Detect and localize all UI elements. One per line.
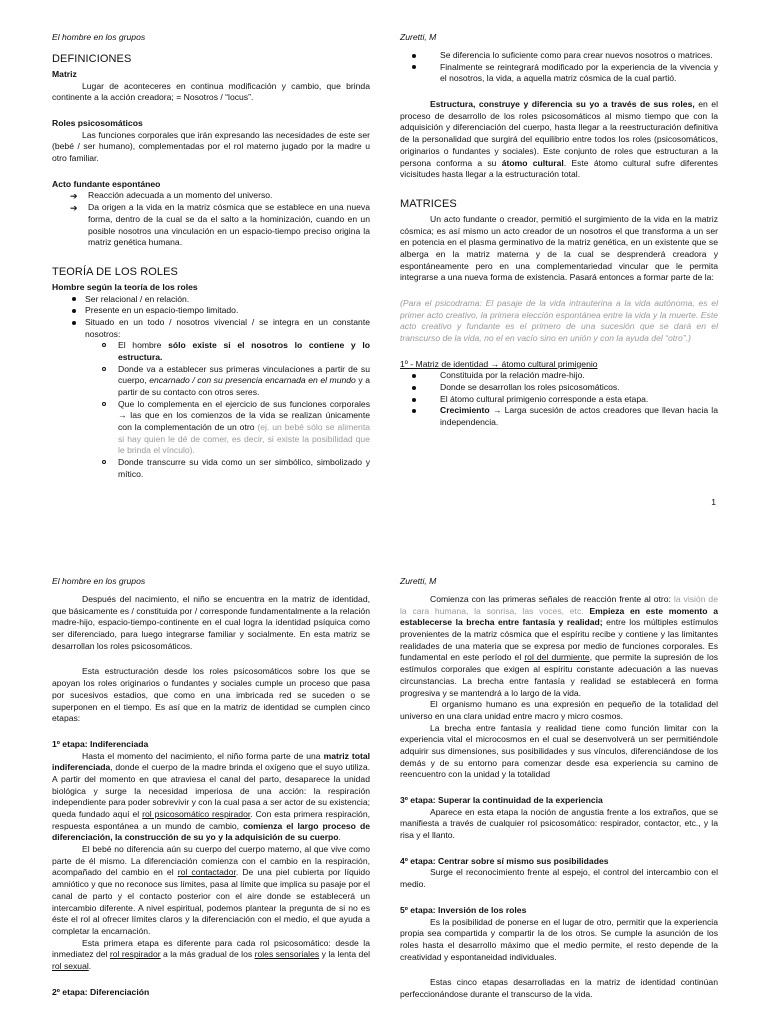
arrow-right-icon: ➔: [70, 203, 78, 214]
definition-roles-psicosomaticos: Las funciones corporales que irán expresando las necesidades de este ser (bebé / ser humano), complementadas por el rol materno jugado por la madre u otro familiar.: [52, 129, 370, 164]
bullet-icon: [412, 370, 416, 382]
paragraph-stage-1-c: Esta primera etapa es diferente para cada rol psicosomático: desde la inmediatez del rol respirador a la más gradual de los roles sensoriales y la lenta del rol sexual.: [52, 937, 371, 971]
running-header-left: El hombre en los grupos: [52, 576, 146, 586]
page1-right-column: [400, 50, 718, 429]
bullet-icon: [72, 317, 76, 329]
page1-left-column: [52, 50, 370, 481]
list-item: Finalmente se reintegrará modificado por la experiencia de la vivencia y el nosotros, la vida, a aquella matriz cósmica de la cual partió.: [400, 62, 718, 85]
term-roles-psicosomaticos: Roles psicosomáticos: [52, 118, 143, 129]
bullet-icon: [412, 50, 416, 62]
bullet-icon: [412, 405, 416, 417]
acto-fundante-list: [52, 190, 370, 248]
bullet-icon: [72, 305, 76, 317]
stage-heading-3: 3º etapa: Superar la continuidad de la experiencia: [400, 795, 603, 805]
circle-bullet-icon: [102, 399, 106, 410]
stage-heading-2: 2º etapa: Diferenciación: [52, 986, 150, 997]
document-page-2: [0, 554, 768, 1024]
page-number: 1: [711, 497, 716, 507]
list-item: ➔ Da origen a la vida en la matriz cósmica que se establece en una nueva forma, dentro de la cual se da el salto a la hominización, cuando en un posible nosotros una vinculación en un espacio-tiempo preciso origina la matriz genética humana.: [70, 202, 370, 248]
page2-left-column: [52, 594, 370, 998]
quote-psicodrama: (Para el psicodrama: El pasaje de la vida intrauterina a la vida autónoma, es el primer acto creativo, la primera elección espontánea entre la vida y la muerte. Este acto creativo y fundante es el primero de una sucesión que se dará en el transcurso de la vida, no el en vacío sino en unión y con la ayuda del “otro”.): [400, 297, 718, 344]
list-item: Se diferencia lo suficiente como para crear nuevos nosotros o matrices.: [400, 50, 718, 62]
list-item: Presente en un espacio-tiempo limitado.: [52, 305, 370, 317]
term-matriz: Matriz: [52, 68, 77, 79]
paragraph-matrices: Un acto fundante o creador, permitió el surgimiento de la vida en la matriz cósmica; es así mismo un acto creador de un nosotros el que transforma a un ser en potencia en el plasma germinativo de la matriz genética, en un existente que se alberga en la matriz materna y de la cual se desprenderá creadora y espontáneamente pero en una complementariedad vincular que le permita integrarse a una nueva forma de existencia. Pasará entonces a formar parte de la:: [400, 213, 718, 283]
paragraph-stage-4: Surge el reconocimiento frente al espejo, el control del intercambio con el medio.: [400, 867, 718, 890]
term-acto-fundante: Acto fundante espontáneo: [52, 178, 161, 189]
paragraph-nacimiento: Después del nacimiento, el niño se encuentra en la matriz de identidad, que básicamente es / constituida por / corresponde fundamentalmente a la relación madre-hijo, espacio-tiempo-continente en el cual logra la identidad psíquica como ser diferenciado, para luego integrarse familiar y socialmente. En esta matriz se desarrollan los roles psicosomáticos.: [52, 594, 370, 651]
list-item: El átomo cultural primigenio corresponde a esta etapa.: [400, 394, 718, 406]
bullet-icon: [412, 382, 416, 394]
paragraph-stage-3: Aparece en esta etapa la noción de angustia frente a los extraños, que se manifiesta a través de cualquier rol psicosomático: respirador, contactor, etc., y la risa y el llanto.: [400, 806, 718, 841]
bullet-icon: [412, 62, 416, 74]
running-header-right: Zuretti, M: [400, 576, 437, 586]
list-item: Constituida por la relación madre-hijo.: [400, 370, 718, 382]
section-heading-matrices: MATRICES: [400, 197, 457, 210]
list-item: Crecimiento → Larga sucesión de actos creadores que llevan hacia la independencia.: [400, 405, 718, 428]
paragraph-estructuracion: Esta estructuración desde los roles psicosomáticos sobre los que se apoyan los roles originarios o fundantes y sociales cumple un proceso que pasa por sucesivos estadios, que como en una imbricada red se suceden o se superponen en el tiempo. Es así que en la matriz de identidad se cumplen cinco etapas:: [52, 666, 370, 724]
subheading-matriz-identidad: 1º - Matriz de identidad → átomo cultural primigenio: [400, 358, 598, 369]
bullet-icon: [72, 294, 76, 306]
paragraph-organismo: El organismo humano es una expresión en pequeño de la totalidad del universo en una clara unidad entre macro y micro cosmos.: [400, 699, 718, 721]
paragraph-stage-1-b: El bebé no diferencia aún su cuerpo del cuerpo materno, al que vive como parte de él mismo. La diferenciación comienza con el cambio en la respiración, acompañado del cambio en el rol contactador. De una piel cubierta por líquido amniótico y que no reconoce sus límites, pasa al límite que implica su pasaje por el canal de parto y el contacto posterior con el aire donde se establecerá un intercambio diferente. A nivel espiritual, podemos plantear la pregunta de si no es éste el rol al ofrecer límites claros y la diferenciación con el medio, el que ayuda a completar la encarnación.: [52, 844, 370, 936]
page2-right-column: [400, 594, 718, 1001]
list-item: Ser relacional / en relación.: [52, 294, 370, 306]
paragraph-stage-1: Hasta el momento del nacimiento, el niño forma parte de una matriz total indiferenciada, donde el cuerpo de la madre brinda el oxígeno que el suyo utiliza. A partir del momento en que atraviesa el canal del parto, desaparece la unidad biológica y surge la necesidad imperiosa de una acción: la respiración independiente para poder sobrevivir y con la cual pasa a ser actor de su existencia; queda fundado aquí el rol psicosomático respirador. Con esta primera respiración, respuesta espontánea a un mundo de cambio, comienza el largo proceso de diferenciación, la construcción de su yo y la adquisición de su cuerpo.: [52, 750, 370, 843]
arrow-right-icon: ➔: [70, 191, 78, 202]
paragraph-estructura: Estructura, construye y diferencia su yo a través de sus roles, en el proceso de desarrollo de los roles psicosomáticos al mismo tiempo que con la adquisición y diferenciación del cuerpo, hasta llegar a la reestructuración definitiva de la personalidad que surgirá del equilibrio entre todos los roles (psicosomáticos, originarios o fundantes y sociales). Este conjunto de roles que estructuran a la persona conforma a su átomo cultural. Este átomo cultural sufre diferentes vicisitudes hasta llegar a la estructuración total.: [400, 99, 718, 180]
section-heading-teoria-roles: TEORÍA DE LOS ROLES: [52, 265, 178, 278]
hombre-list: [52, 294, 370, 341]
definition-matriz: Lugar de aconteceres en continua modificación y cambio, que brinda continente a la acción creadora; = Nosotros / “locus”.: [52, 80, 370, 103]
bullet-icon: [412, 394, 416, 406]
section-heading-definiciones: DEFINICIONES: [52, 53, 132, 65]
circle-bullet-icon: [102, 340, 106, 351]
list-item: Donde va a establecer sus primeras vinculaciones a partir de su cuerpo, encarnado / con su presencia encarnada en el mundo y a partir de su contacto con otros seres.: [52, 364, 370, 399]
running-header-left: El hombre en los grupos: [52, 32, 146, 42]
circle-bullet-icon: [102, 364, 106, 375]
paragraph-stage-5: Es la posibilidad de ponerse en el lugar de otro, permitir que la experiencia propia sea compartida y compartir la de los otros. Se cumple la asunción de los roles hasta el desarrollo máximo que el medio permite, el resto depende de la creatividad y espontaneidad individuales.: [400, 916, 718, 962]
stage-heading-1: 1º etapa: Indiferenciada: [52, 738, 149, 749]
matriz-identidad-list: [400, 370, 718, 428]
list-item: Situado en un todo / nosotros vivencial / se integra en un constante nosotros:: [52, 317, 370, 340]
paragraph-closing: Estas cinco etapas desarrolladas en la matriz de identidad continúan perfeccionándose durante el transcurso de la vida.: [400, 977, 718, 999]
list-item: Que lo complementa en el ejercicio de sus funciones corporales → las que en los comienzos de la vida se realizan únicamente con la complementación de un otro (ej. un bebé sólo se alimenta si hay quien le dé de comer, es decir, si existe la posibilidad que le brinda el vínculo).: [52, 399, 370, 457]
paragraph-stage-2: Comienza con las primeras señales de reacción frente al otro: la visión de la cara humana, la sonrisa, las voces, etc. Empieza en este momento a establecerse la brecha entre fantasía y realidad; entre los múltiples estímulos provenientes de la matriz cósmica que el espíritu recibe y contiene y las limitantes realidades de una materia que se expresa por medio de funciones corporales. Es fundamental en este período el rol del durmiente, que permite la supresión de los estímulos corporales que exigen al espíritu constante adecuación a las nuevas circunstancias. La brecha entre fantasía y realidad se establecerá en forma progresiva y se mantendrá a lo largo de la vida.: [400, 594, 719, 698]
list-item: Donde se desarrollan los roles psicosomáticos.: [400, 382, 718, 394]
nosotros-continued-list: [400, 50, 718, 85]
list-item: Donde transcurre su vida como un ser simbólico, simbolizado y mítico.: [52, 457, 370, 480]
subheading-hombre-teoria: Hombre según la teoría de los roles: [52, 281, 198, 292]
circle-bullet-icon: [102, 457, 106, 468]
nosotros-sublist: [52, 340, 370, 480]
list-item: ➔ Reacción adecuada a un momento del universo.: [70, 190, 273, 202]
list-item: El hombre sólo existe si el nosotros lo contiene y lo estructura.: [52, 340, 370, 363]
stage-heading-4: 4º etapa: Centrar sobre sí mismo sus posibilidades: [400, 855, 609, 866]
running-header-right: Zuretti, M: [400, 32, 437, 42]
paragraph-brecha: La brecha entre fantasía y realidad tiene como función limitar con la experiencia vital el microcosmos en el cual se desenvolverá un ser permitiéndole adquirir sus dimensiones, sus posibilidades y sus vínculos, diferenciándose de los demás y de su entorno para comenzar desde esa experiencia su camino de reencuentro con la unidad y la totalidad: [400, 722, 718, 780]
stage-heading-5: 5º etapa: Inversión de los roles: [400, 904, 527, 915]
